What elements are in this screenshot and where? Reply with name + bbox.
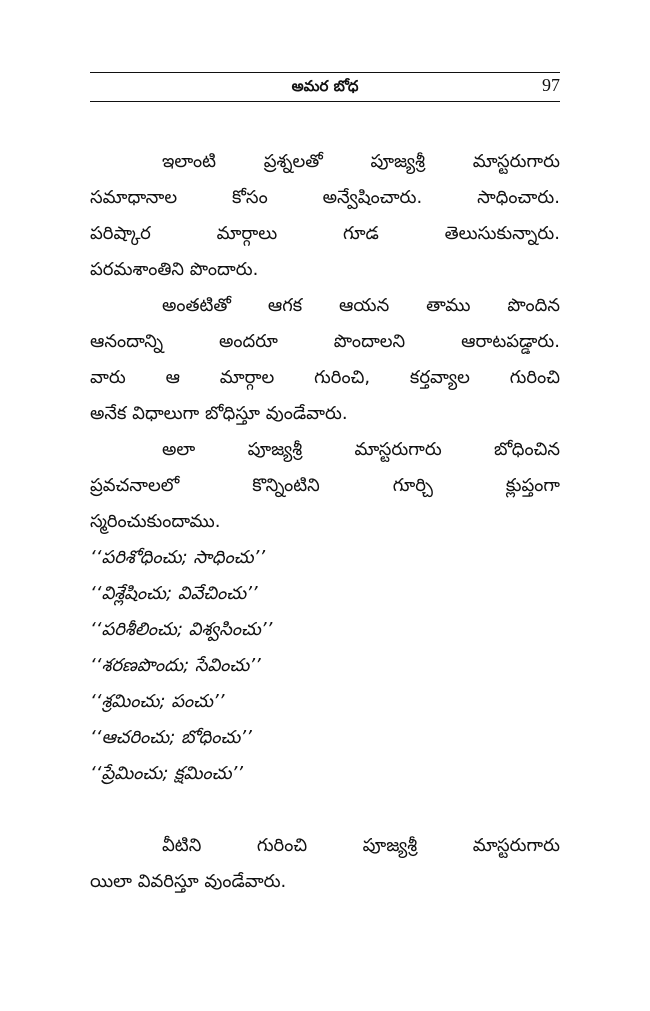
quote-line: ‘‘విశ్లేషించు; వివేచించు’’ xyxy=(90,583,258,604)
page-header xyxy=(90,72,560,102)
header-title: అమర బోధ xyxy=(291,77,359,95)
paragraph-3-line-2: ప్రవచనాలలో కొన్నింటిని గూర్చి క్లుప్తంగా xyxy=(90,475,560,496)
paragraph-4-line-1: వీటిని గురించి పూజ్యశ్రీ మాస్టరుగారు xyxy=(162,835,560,856)
paragraph-1-line-4: పరమశాంతిని పొందారు. xyxy=(90,259,259,280)
paragraph-3-line-3: స్మరించుకుందాము. xyxy=(90,511,221,532)
paragraph-2-line-3: వారు ఆ మార్గాల గురించి, కర్తవ్యాల గురించి xyxy=(90,367,560,388)
quote-line: ‘‘ఆచరించు; బోధించు’’ xyxy=(90,727,252,748)
quote-line: ‘‘శరణపొందు; సేవించు’’ xyxy=(90,655,261,676)
paragraph-2-line-2: ఆనందాన్ని అందరూ పొందాలని ఆరాటపడ్డారు. xyxy=(90,331,560,352)
paragraph-2-line-1: అంతటితో ఆగక ఆయన తాము పొందిన xyxy=(162,295,560,316)
quote-line: ‘‘పరిశీలించు; విశ్వసించు’’ xyxy=(90,619,273,640)
paragraph-4-line-2: యిలా వివరిస్తూ వుండేవారు. xyxy=(90,871,287,892)
quote-line: ‘‘శ్రమించు; పంచు’’ xyxy=(90,691,225,712)
quote-line: ‘‘పరిశోధించు; సాధించు’’ xyxy=(90,547,266,568)
paragraph-2-line-4: అనేక విధాలుగా బోధిస్తూ వుండేవారు. xyxy=(90,403,348,424)
page-number: 97 xyxy=(542,75,560,95)
quote-line: ‘‘ప్రేమించు; క్షమించు’’ xyxy=(90,763,244,784)
paragraph-1-line-1: ఇలాంటి ప్రశ్నలతో పూజ్యశ్రీ మాస్టరుగారు xyxy=(162,151,560,172)
paragraph-1-line-2: సమాధానాల కోసం అన్వేషించారు. సాధించారు. xyxy=(90,187,560,208)
paragraph-3-line-1: అలా పూజ్యశ్రీ మాస్టరుగారు బోధించిన xyxy=(162,439,560,460)
paragraph-1-line-3: పరిష్కార మార్గాలు గూడ తెలుసుకున్నారు. xyxy=(90,223,560,244)
